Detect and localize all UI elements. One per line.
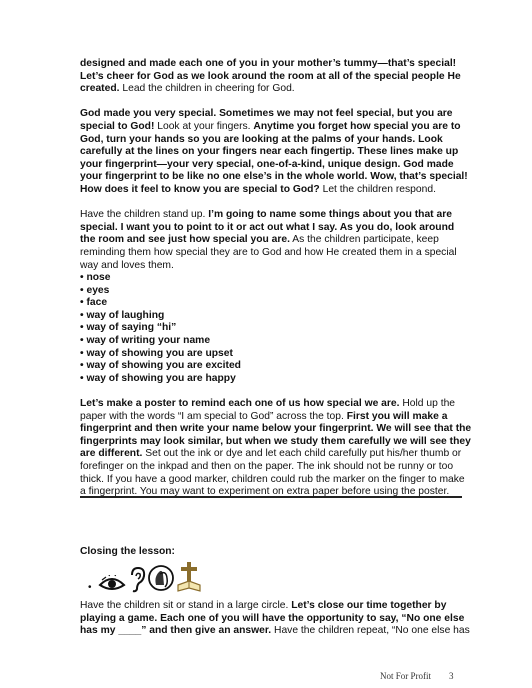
section-divider: [80, 496, 462, 498]
page-number: 3: [449, 671, 454, 681]
cross-bible-icon: [176, 561, 202, 593]
paragraph-closing-game: Have the children sit or stand in a large circle. Let’s close our time together by playing a game. Each one of you will have the opportunity to say, “No one else has my ____” and then give an answer. Have the children repeat, “No one else has: [80, 600, 470, 637]
list-item: • way of showing you are excited: [80, 360, 472, 373]
closing-heading: Closing the lesson:: [80, 546, 175, 557]
special-things-list: [80, 272, 472, 385]
paragraph-stand-up: Have the children stand up. I’m going to name some things about you that are special. I want you to point to it or act out what I say. As you do, look around the room and see just how special you are. As the children participate, keep reminding them how special they are to God and how He created them in a special way and loves them.: [80, 209, 457, 271]
footer-label: Not For Profit: [380, 671, 432, 681]
list-item: • way of saying “hi”: [80, 322, 472, 335]
ear-icon: [128, 567, 146, 593]
list-item: • way of writing your name: [80, 335, 472, 348]
eye-icon: [98, 575, 126, 593]
list-item: • eyes: [80, 285, 472, 298]
page-footer: [380, 671, 454, 681]
paragraph-poster: Let’s make a poster to remind each one of us how special we are. Hold up the paper with the words “I am special to God” across the top. First you will make a fingerprint and then write your name below your fingerprint. We will see that the fingerprints may look similar, but when we study them carefully we will see they are different. Set out the ink or dye and let each child carefully put his/her thumb or forefinger on the inkpad and then on the paper. The ink should not be runny or too thick. If you have a good marker, children could rub the marker on the finger to make a fingerprint. You may want to experiment on extra paper before using the poster.: [80, 398, 472, 498]
praying-hands-icon: [148, 565, 174, 593]
list-item: • way of showing you are upset: [80, 348, 472, 361]
paragraph-very-special: God made you very special. Sometimes we may not feel special, but you are special to God! Look at your fingers. Anytime you forget how special you are to God, turn your hands so you are looking at the palms of your hands. Look carefully at the lines on your fingers near each fingertip. These lines make up your fingerprint—your very special, one-of-a-kind, unique design. God made your fingerprint to be like no one else’s in the whole world. Wow, that’s special! How does it feel to know you are special to God? Let the children respond.: [80, 108, 468, 195]
lesson-body: [80, 58, 472, 499]
list-item: • way of laughing: [80, 310, 472, 323]
list-item: • face: [80, 297, 472, 310]
bullet-dot: •: [88, 582, 92, 593]
list-item: • nose: [80, 272, 472, 285]
paragraph-god-designed: designed and made each one of you in your mother’s tummy—that’s special! Let’s cheer for God as we look around the room at all of the special people He created. Lead the children in cheering for God.: [80, 58, 461, 95]
closing-icons: [88, 565, 202, 593]
list-item: • way of showing you are happy: [80, 373, 472, 386]
